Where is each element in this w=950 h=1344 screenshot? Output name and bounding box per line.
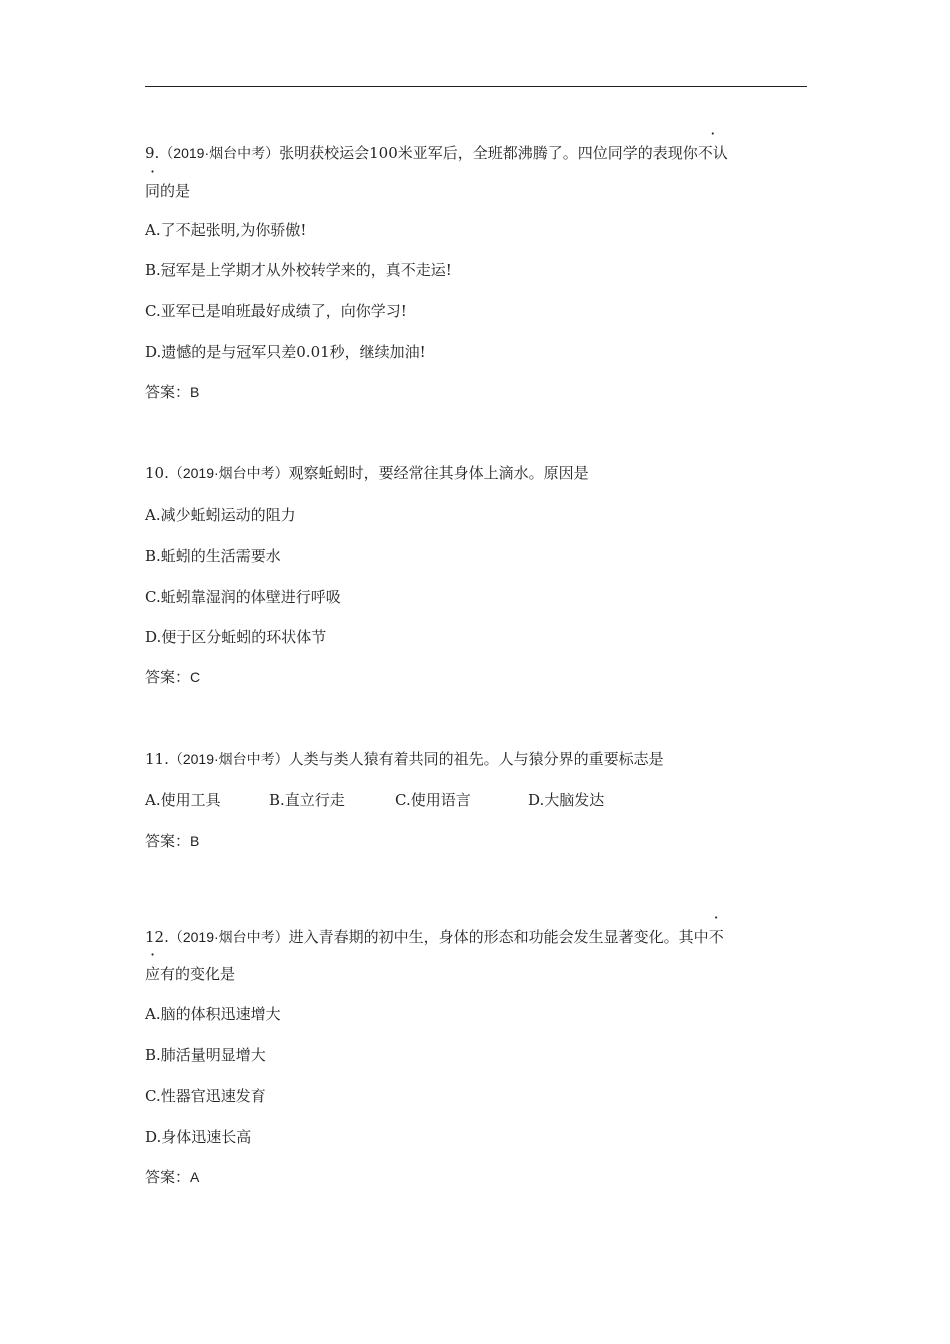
option: D.遗憾的是与冠军只差0.01秒，继续加油! bbox=[145, 343, 426, 361]
question-source: （2019·烟台中考） bbox=[168, 751, 289, 767]
option: C.性器官迅速发育 bbox=[145, 1087, 266, 1105]
emphasis-text: 不认 bbox=[697, 144, 728, 162]
question-11-stem bbox=[145, 749, 664, 769]
question-stem: 进入青春期的初中生，身体的形态和功能会发生显著变化。其中 bbox=[288, 928, 709, 946]
answer-value: B bbox=[190, 833, 200, 849]
option: A.减少蚯蚓运动的阻力 bbox=[145, 506, 296, 524]
option: C.亚军已是咱班最好成绩了，向你学习! bbox=[145, 302, 407, 320]
answer-line bbox=[145, 667, 200, 687]
answer-value: A bbox=[190, 1169, 200, 1185]
question-12-stem bbox=[145, 927, 724, 947]
option: D.身体迅速长高 bbox=[145, 1128, 252, 1146]
option: A.使用工具 bbox=[145, 791, 221, 809]
option: B.冠军是上学期才从外校转学来的，真不走运! bbox=[145, 261, 452, 279]
question-number: 11. bbox=[145, 750, 169, 768]
header-rule bbox=[145, 86, 807, 87]
question-12-stem-line2 bbox=[145, 964, 235, 984]
answer-line bbox=[145, 831, 199, 851]
emphasis-text: 不 bbox=[708, 928, 724, 946]
question-stem: 张明获校运会100米亚军后，全班都沸腾了。四位同学的表现你 bbox=[279, 144, 698, 162]
answer-label: 答案： bbox=[145, 668, 191, 686]
answer-value: B bbox=[190, 384, 200, 400]
options-row bbox=[145, 790, 604, 810]
question-number: 12. bbox=[145, 928, 169, 946]
question-source: （2019·烟台中考） bbox=[159, 145, 280, 161]
question-stem: 有的变化是 bbox=[160, 965, 236, 983]
answer-line bbox=[145, 1167, 199, 1187]
question-stem: 观察蚯蚓时，要经常往其身体上滴水。原因是 bbox=[288, 464, 589, 482]
answer-label: 答案： bbox=[145, 1168, 191, 1186]
answer-value: C bbox=[190, 669, 201, 685]
answer-label: 答案： bbox=[145, 832, 191, 850]
question-stem: 的是 bbox=[160, 182, 191, 200]
option: D.大脑发达 bbox=[528, 791, 605, 809]
answer-label: 答案： bbox=[145, 383, 191, 401]
option: C.使用语言 bbox=[395, 791, 471, 809]
option: A.了不起张明,为你骄傲! bbox=[145, 221, 307, 239]
option: B.肺活量明显增大 bbox=[145, 1046, 266, 1064]
answer-line bbox=[145, 382, 199, 402]
question-9-stem-line2 bbox=[145, 181, 190, 201]
question-number: 9. bbox=[145, 144, 160, 162]
question-10-stem bbox=[145, 463, 589, 483]
emphasis-text: 应 bbox=[145, 965, 161, 983]
question-stem: 人类与类人猿有着共同的祖先。人与猿分界的重要标志是 bbox=[288, 750, 664, 768]
option: D.便于区分蚯蚓的环状体节 bbox=[145, 628, 327, 646]
question-source: （2019·烟台中考） bbox=[168, 929, 289, 945]
option: A.脑的体积迅速增大 bbox=[145, 1005, 281, 1023]
option: B.直立行走 bbox=[269, 791, 345, 809]
option: B.蚯蚓的生活需要水 bbox=[145, 547, 281, 565]
question-number: 10. bbox=[145, 464, 169, 482]
emphasis-text: 同 bbox=[145, 182, 161, 200]
question-9-stem bbox=[145, 143, 728, 163]
option: C.蚯蚓靠湿润的体壁进行呼吸 bbox=[145, 588, 341, 606]
question-source: （2019·烟台中考） bbox=[168, 465, 289, 481]
